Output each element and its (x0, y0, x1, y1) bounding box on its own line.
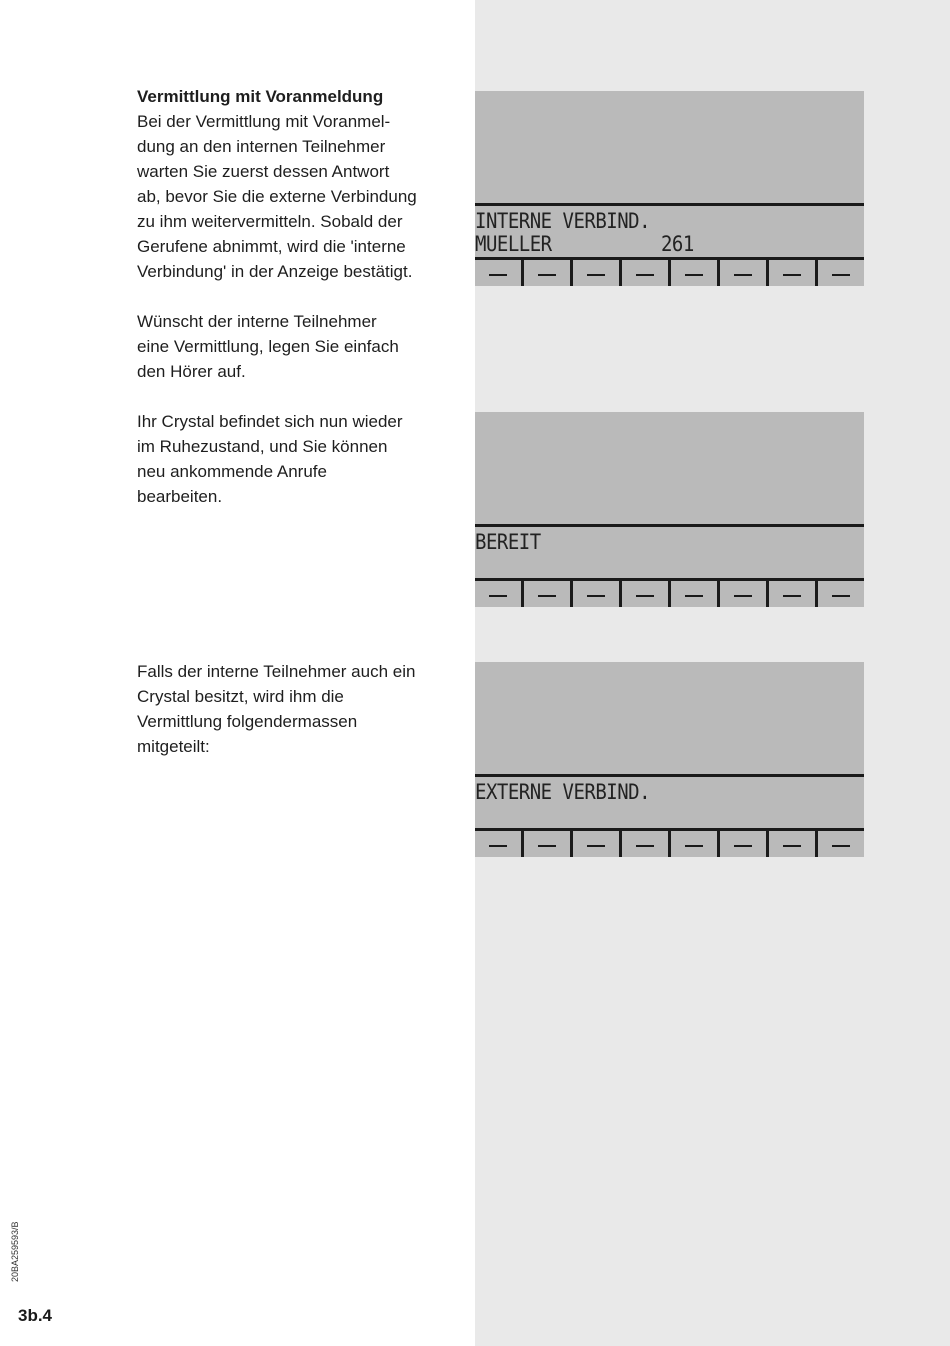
section-heading: Vermittlung mit Voranmeldung (137, 87, 384, 106)
page-number: 3b.4 (18, 1306, 53, 1325)
p3-line: im Ruhezustand, und Sie können (137, 437, 388, 456)
text-block-3 (137, 409, 457, 509)
text-block-4 (137, 659, 457, 759)
softkey-5[interactable] (671, 260, 720, 286)
p1-line: zu ihm weitervermitteln. Sobald der (137, 212, 403, 231)
document-code: 20BA259593/B (10, 1221, 20, 1282)
softkey-8[interactable] (818, 831, 864, 857)
softkey-4[interactable] (622, 260, 671, 286)
softkey-1[interactable] (475, 581, 524, 607)
p2-line: den Hörer auf. (137, 362, 246, 381)
p1-line: Bei der Vermittlung mit Voranmel- (137, 112, 391, 131)
softkey-8[interactable] (818, 581, 864, 607)
softkey-7[interactable] (769, 581, 818, 607)
softkey-2[interactable] (524, 260, 573, 286)
softkey-row (475, 831, 864, 857)
softkey-3[interactable] (573, 581, 622, 607)
p1-line: ab, bevor Sie die externe Verbindung (137, 187, 417, 206)
display-line-1: EXTERNE VERBIND. (475, 780, 651, 805)
softkey-1[interactable] (475, 831, 524, 857)
p1-line: dung an den internen Teilnehmer (137, 137, 386, 156)
p3-line: bearbeiten. (137, 487, 223, 506)
p4-line: Vermittlung folgendermassen (137, 712, 358, 731)
softkey-4[interactable] (622, 581, 671, 607)
softkey-7[interactable] (769, 260, 818, 286)
p2-line: Wünscht der interne Teilnehmer (137, 312, 377, 331)
softkey-2[interactable] (524, 581, 573, 607)
p4-line: Falls der interne Teilnehmer auch ein (137, 662, 416, 681)
text-block-2 (137, 309, 457, 384)
softkey-6[interactable] (720, 260, 769, 286)
p1-line: warten Sie zuerst dessen Antwort (137, 162, 390, 181)
display-divider (475, 203, 864, 206)
softkey-2[interactable] (524, 831, 573, 857)
softkey-5[interactable] (671, 581, 720, 607)
softkey-3[interactable] (573, 831, 622, 857)
softkey-row (475, 581, 864, 607)
display-line-2: MUELLER 261 (475, 232, 694, 257)
phone-display-2 (475, 412, 864, 607)
softkey-6[interactable] (720, 581, 769, 607)
p3-line: neu ankommende Anrufe (137, 462, 327, 481)
display-line-1: BEREIT (475, 530, 541, 555)
p2-line: eine Vermittlung, legen Sie einfach (137, 337, 399, 356)
softkey-1[interactable] (475, 260, 524, 286)
p1-line: Verbindung' in der Anzeige bestätigt. (137, 262, 413, 281)
p1-line: Gerufene abnimmt, wird die 'interne (137, 237, 406, 256)
phone-display-1 (475, 91, 864, 286)
display-line-1: INTERNE VERBIND. (475, 209, 651, 234)
softkey-4[interactable] (622, 831, 671, 857)
display-divider (475, 524, 864, 527)
phone-display-3 (475, 662, 864, 857)
display-divider (475, 774, 864, 777)
p4-line: Crystal besitzt, wird ihm die (137, 687, 344, 706)
softkey-3[interactable] (573, 260, 622, 286)
softkey-7[interactable] (769, 831, 818, 857)
softkey-6[interactable] (720, 831, 769, 857)
softkey-5[interactable] (671, 831, 720, 857)
text-block-1 (137, 84, 457, 284)
softkey-row (475, 260, 864, 286)
softkey-8[interactable] (818, 260, 864, 286)
p3-line: Ihr Crystal befindet sich nun wieder (137, 412, 403, 431)
p4-line: mitgeteilt: (137, 737, 210, 756)
